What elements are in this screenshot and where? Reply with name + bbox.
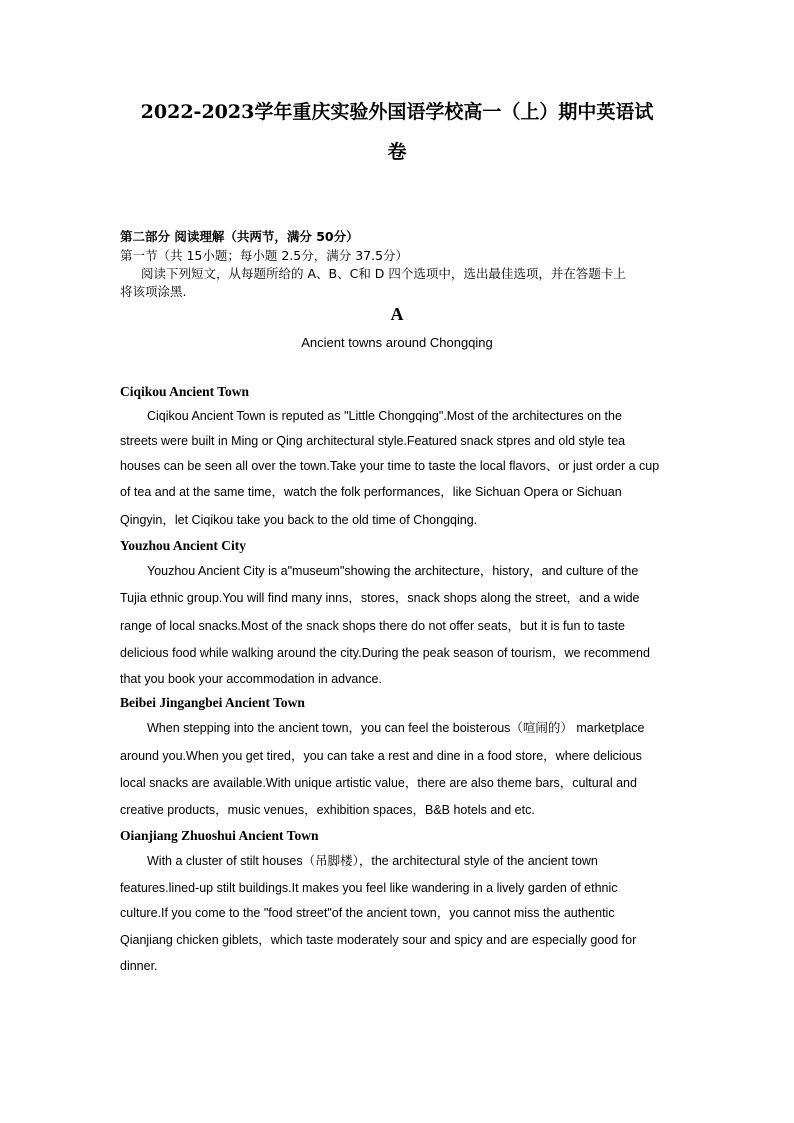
paragraph-line: Qingyin，let Ciqikou take you back to the old time of Chongqing. <box>120 513 478 527</box>
town-heading: Oianjiang Zhuoshui Ancient Town <box>120 828 319 843</box>
paragraph-line: culture.If you come to the "food street"of the ancient town，you cannot miss the authentic <box>120 906 615 920</box>
section-letter: A <box>390 304 404 324</box>
part-heading: 第二部分 阅读理解（共两节，满分 50分） <box>120 229 359 244</box>
instruction-line-1: 阅读下列短文，从每题所给的 A、B、C和 D 四个选项中，选出最佳选项，并在答题卡上 <box>141 266 626 281</box>
town-heading: Ciqikou Ancient Town <box>120 384 250 399</box>
paragraph-line: creative products，music venues，exhibition spaces，B&B hotels and etc. <box>120 803 535 817</box>
paragraph-line: Qianjiang chicken giblets，which taste moderately sour and spicy and are especially good for <box>120 933 637 947</box>
paragraph-line: streets were built in Ming or Qing architectural style.Featured snack stpres and old style tea <box>120 434 626 448</box>
paragraph-line: Youzhou Ancient City is a"museum"showing the architecture，history，and culture of the <box>147 564 639 578</box>
exam-title-line-1: 2022-2023学年重庆实验外国语学校高一（上）期中英语试 <box>140 101 654 123</box>
paragraph-line: When stepping into the ancient town，you can feel the boisterous（喧闹的） marketplace <box>147 721 645 735</box>
paragraph-line: Ciqikou Ancient Town is reputed as "Little Chongqing".Most of the architectures on the <box>147 409 622 423</box>
paragraph-line: features.lined-up stilt buildings.It makes you feel like wandering in a lively garden of ethnic <box>120 881 618 895</box>
town-heading: Beibei Jingangbei Ancient Town <box>120 695 305 710</box>
paragraph-line: of tea and at the same time，watch the folk performances，like Sichuan Opera or Sichuan <box>120 485 622 499</box>
section-heading: 第一节（共 15小题；每小题 2.5分，满分 37.5分） <box>120 248 409 263</box>
passage-title: Ancient towns around Chongqing <box>301 335 493 350</box>
paragraph-line: local snacks are available.With unique artistic value，there are also theme bars，cultural and <box>120 776 637 790</box>
paragraph-line: around you.When you get tired，you can take a rest and dine in a food store，where delicious <box>120 749 642 763</box>
paragraph-line: that you book your accommodation in advance. <box>120 672 382 686</box>
paragraph-line: delicious food while walking around the city.During the peak season of tourism，we recommend <box>120 646 650 660</box>
paragraph-line: With a cluster of stilt houses（吊脚楼），the architectural style of the ancient town <box>147 854 598 868</box>
paragraph-line: houses can be seen all over the town.Take your time to taste the local flavors、or just order a cup <box>120 459 660 473</box>
paragraph-line: range of local snacks.Most of the snack shops there do not offer seats，but it is fun to taste <box>120 619 625 633</box>
exam-title-line-2: 卷 <box>387 141 407 163</box>
paragraph-line: dinner. <box>120 959 158 973</box>
town-heading: Youzhou Ancient City <box>120 538 247 553</box>
instruction-line-2: 将该项涂黑. <box>120 284 187 299</box>
paragraph-line: Tujia ethnic group.You will find many inns，stores，snack shops along the street，and a wide <box>120 591 640 605</box>
